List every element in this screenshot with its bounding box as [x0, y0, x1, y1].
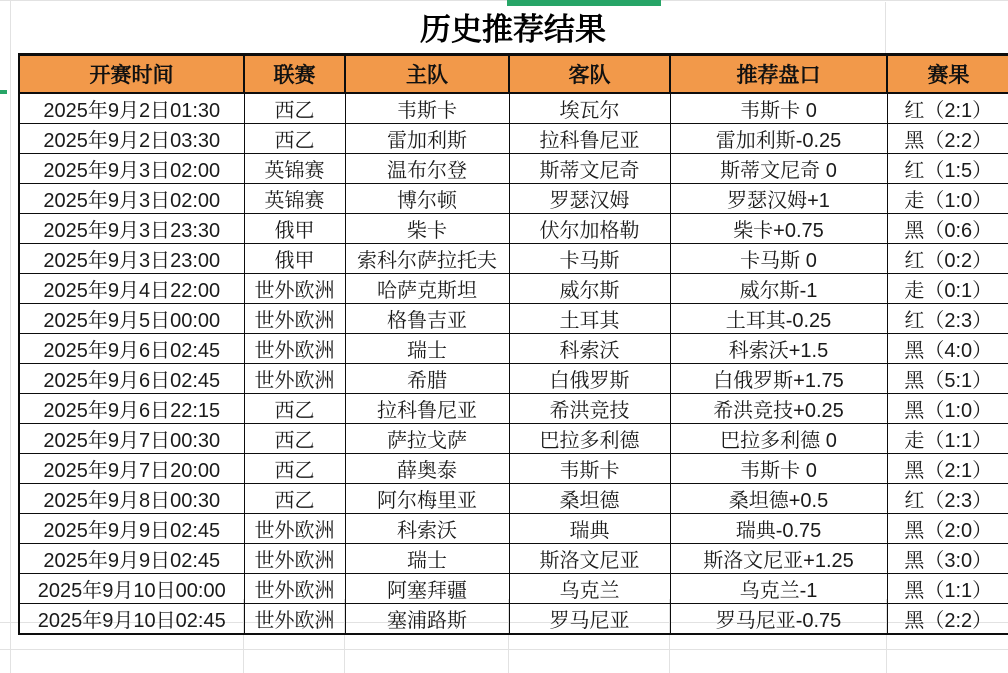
cell-league[interactable]: 世外欧洲 — [244, 364, 345, 394]
cell-home[interactable]: 瑞士 — [345, 334, 509, 364]
cell-result[interactable]: 走（1:0） — [887, 184, 1008, 214]
cell-handicap[interactable]: 科索沃+1.5 — [670, 334, 887, 364]
cell-home[interactable]: 薛奥泰 — [345, 454, 509, 484]
gridline — [10, 0, 11, 673]
cell-handicap[interactable]: 桑坦德+0.5 — [670, 484, 887, 514]
cell-result[interactable]: 红（0:2） — [887, 244, 1008, 274]
cell-handicap[interactable]: 希洪竞技+0.25 — [670, 394, 887, 424]
cell-home[interactable]: 雷加利斯 — [345, 124, 509, 154]
cell-league[interactable]: 世外欧洲 — [244, 544, 345, 574]
column-header-result[interactable]: 赛果 — [887, 55, 1008, 94]
cell-result[interactable]: 黑（5:1） — [887, 364, 1008, 394]
column-header-time[interactable]: 开赛时间 — [19, 55, 244, 94]
cell-result[interactable]: 黑（1:0） — [887, 394, 1008, 424]
cell-result[interactable]: 黑（2:2） — [887, 124, 1008, 154]
cell-handicap[interactable]: 卡马斯 0 — [670, 244, 887, 274]
cell-handicap[interactable]: 威尔斯-1 — [670, 274, 887, 304]
cell-handicap[interactable]: 斯洛文尼亚+1.25 — [670, 544, 887, 574]
cell-home[interactable]: 科索沃 — [345, 514, 509, 544]
table-row — [19, 244, 1008, 274]
table-row — [19, 604, 1008, 635]
cell-home[interactable]: 阿塞拜疆 — [345, 574, 509, 604]
cell-handicap[interactable]: 土耳其-0.25 — [670, 304, 887, 334]
cell-league[interactable]: 世外欧洲 — [244, 514, 345, 544]
cell-handicap[interactable]: 雷加利斯-0.25 — [670, 124, 887, 154]
cell-home[interactable]: 索科尔萨拉托夫 — [345, 244, 509, 274]
table-row — [19, 124, 1008, 154]
selection-indicator-left — [0, 90, 7, 94]
cell-result[interactable]: 黑（2:0） — [887, 514, 1008, 544]
table-row — [19, 454, 1008, 484]
cell-away[interactable]: 威尔斯 — [509, 274, 670, 304]
cell-time[interactable]: 2025年9月2日01:30 — [19, 93, 244, 124]
cell-home[interactable]: 柴卡 — [345, 214, 509, 244]
cell-away[interactable]: 斯洛文尼亚 — [509, 544, 670, 574]
cell-result[interactable]: 黑（2:1） — [887, 454, 1008, 484]
cell-away[interactable]: 罗马尼亚 — [509, 604, 670, 635]
cell-result[interactable]: 红（1:5） — [887, 154, 1008, 184]
cell-league[interactable]: 英锦赛 — [244, 154, 345, 184]
cell-result[interactable]: 走（1:1） — [887, 424, 1008, 454]
table-row — [19, 214, 1008, 244]
cell-time[interactable]: 2025年9月10日02:45 — [19, 604, 244, 635]
cell-away[interactable]: 斯蒂文尼奇 — [509, 154, 670, 184]
cell-time[interactable]: 2025年9月3日02:00 — [19, 154, 244, 184]
cell-time[interactable]: 2025年9月3日23:30 — [19, 214, 244, 244]
cell-away[interactable]: 科索沃 — [509, 334, 670, 364]
cell-time[interactable]: 2025年9月7日00:30 — [19, 424, 244, 454]
table-row — [19, 424, 1008, 454]
cell-away[interactable]: 卡马斯 — [509, 244, 670, 274]
cell-league[interactable]: 世外欧洲 — [244, 334, 345, 364]
header-row — [19, 55, 1008, 94]
column-header-home[interactable]: 主队 — [345, 55, 509, 94]
cell-away[interactable]: 罗瑟汉姆 — [509, 184, 670, 214]
table-row — [19, 93, 1008, 124]
cell-time[interactable]: 2025年9月6日02:45 — [19, 334, 244, 364]
cell-league[interactable]: 世外欧洲 — [244, 274, 345, 304]
cell-league[interactable]: 西乙 — [244, 484, 345, 514]
cell-league[interactable]: 西乙 — [244, 394, 345, 424]
cell-league[interactable]: 西乙 — [244, 454, 345, 484]
cell-home[interactable]: 瑞士 — [345, 544, 509, 574]
table-row — [19, 154, 1008, 184]
cell-result[interactable]: 红（2:3） — [887, 484, 1008, 514]
cell-home[interactable]: 博尔顿 — [345, 184, 509, 214]
table-row — [19, 304, 1008, 334]
table-row — [19, 274, 1008, 304]
cell-away[interactable]: 瑞典 — [509, 514, 670, 544]
table-row — [19, 364, 1008, 394]
cell-time[interactable]: 2025年9月9日02:45 — [19, 544, 244, 574]
cell-away[interactable]: 白俄罗斯 — [509, 364, 670, 394]
cell-league[interactable]: 世外欧洲 — [244, 604, 345, 635]
cell-result[interactable]: 红（2:1） — [887, 93, 1008, 124]
cell-league[interactable]: 西乙 — [244, 93, 345, 124]
cell-league[interactable]: 世外欧洲 — [244, 574, 345, 604]
cell-away[interactable]: 巴拉多利德 — [509, 424, 670, 454]
cell-away[interactable]: 拉科鲁尼亚 — [509, 124, 670, 154]
cell-handicap[interactable]: 柴卡+0.75 — [670, 214, 887, 244]
column-header-league[interactable]: 联赛 — [244, 55, 345, 94]
cell-handicap[interactable]: 韦斯卡 0 — [670, 93, 887, 124]
cell-result[interactable]: 黑（4:0） — [887, 334, 1008, 364]
table-body — [19, 93, 1008, 634]
column-header-away[interactable]: 客队 — [509, 55, 670, 94]
table-row — [19, 334, 1008, 364]
cell-time[interactable]: 2025年9月6日02:45 — [19, 364, 244, 394]
table-row — [19, 394, 1008, 424]
gridline — [0, 649, 1008, 650]
cell-league[interactable]: 英锦赛 — [244, 184, 345, 214]
cell-time[interactable]: 2025年9月9日02:45 — [19, 514, 244, 544]
cell-time[interactable]: 2025年9月10日00:00 — [19, 574, 244, 604]
cell-result[interactable]: 黑（2:2） — [887, 604, 1008, 635]
cell-result[interactable]: 黑（3:0） — [887, 544, 1008, 574]
cell-handicap[interactable]: 巴拉多利德 0 — [670, 424, 887, 454]
cell-home[interactable]: 格鲁吉亚 — [345, 304, 509, 334]
cell-league[interactable]: 俄甲 — [244, 214, 345, 244]
cell-away[interactable]: 韦斯卡 — [509, 454, 670, 484]
cell-league[interactable]: 西乙 — [244, 424, 345, 454]
column-header-handicap[interactable]: 推荐盘口 — [670, 55, 887, 94]
cell-result[interactable]: 黑（0:6） — [887, 214, 1008, 244]
table-row — [19, 484, 1008, 514]
cell-home[interactable]: 萨拉戈萨 — [345, 424, 509, 454]
cell-home[interactable]: 塞浦路斯 — [345, 604, 509, 635]
cell-result[interactable]: 走（0:1） — [887, 274, 1008, 304]
cell-result[interactable]: 黑（1:1） — [887, 574, 1008, 604]
cell-home[interactable]: 温布尔登 — [345, 154, 509, 184]
table-row — [19, 574, 1008, 604]
cell-home[interactable]: 拉科鲁尼亚 — [345, 394, 509, 424]
cell-home[interactable]: 阿尔梅里亚 — [345, 484, 509, 514]
cell-away[interactable]: 伏尔加格勒 — [509, 214, 670, 244]
page-title: 历史推荐结果 — [420, 11, 606, 47]
cell-home[interactable]: 希腊 — [345, 364, 509, 394]
cell-handicap[interactable]: 罗瑟汉姆+1 — [670, 184, 887, 214]
cell-home[interactable]: 哈萨克斯坦 — [345, 274, 509, 304]
cell-handicap[interactable]: 乌克兰-1 — [670, 574, 887, 604]
cell-handicap[interactable]: 斯蒂文尼奇 0 — [670, 154, 887, 184]
cell-handicap[interactable]: 瑞典-0.75 — [670, 514, 887, 544]
cell-home[interactable]: 韦斯卡 — [345, 93, 509, 124]
cell-time[interactable]: 2025年9月7日20:00 — [19, 454, 244, 484]
cell-league[interactable]: 俄甲 — [244, 244, 345, 274]
cell-handicap[interactable]: 韦斯卡 0 — [670, 454, 887, 484]
cell-result[interactable]: 红（2:3） — [887, 304, 1008, 334]
cell-time[interactable]: 2025年9月8日00:30 — [19, 484, 244, 514]
cell-league[interactable]: 西乙 — [244, 124, 345, 154]
table-row — [19, 544, 1008, 574]
cell-away[interactable]: 希洪竞技 — [509, 394, 670, 424]
table-row — [19, 184, 1008, 214]
cell-time[interactable]: 2025年9月2日03:30 — [19, 124, 244, 154]
cell-league[interactable]: 世外欧洲 — [244, 304, 345, 334]
cell-time[interactable]: 2025年9月3日23:00 — [19, 244, 244, 274]
results-table — [18, 53, 1008, 635]
cell-away[interactable]: 土耳其 — [509, 304, 670, 334]
cell-away[interactable]: 埃瓦尔 — [509, 93, 670, 124]
table-row — [19, 514, 1008, 544]
cell-away[interactable]: 桑坦德 — [509, 484, 670, 514]
cell-handicap[interactable]: 白俄罗斯+1.75 — [670, 364, 887, 394]
cell-time[interactable]: 2025年9月5日00:00 — [19, 304, 244, 334]
cell-time[interactable]: 2025年9月6日22:15 — [19, 394, 244, 424]
cell-time[interactable]: 2025年9月4日22:00 — [19, 274, 244, 304]
cell-handicap[interactable]: 罗马尼亚-0.75 — [670, 604, 887, 635]
cell-time[interactable]: 2025年9月3日02:00 — [19, 184, 244, 214]
cell-away[interactable]: 乌克兰 — [509, 574, 670, 604]
